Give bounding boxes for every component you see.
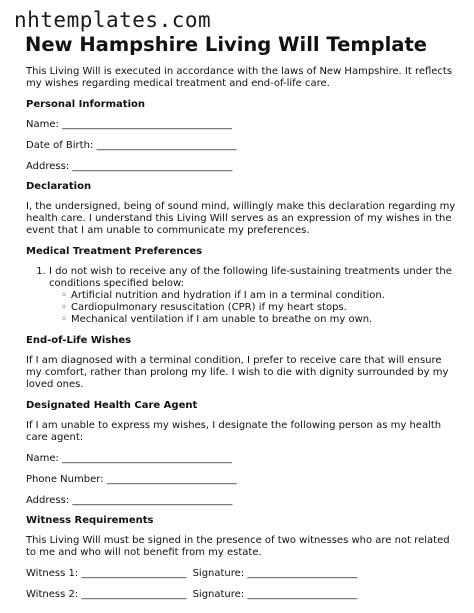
- treatment-subitem: ◦ Artificial nutrition and hydration if I am in a terminal condition.: [71, 290, 456, 302]
- agent-address-field: Address: ________________________________: [26, 495, 233, 506]
- end-of-life-paragraph: If I am diagnosed with a terminal condition, I prefer to receive care that will ensure my comfort, rather than prolong my life. I wish to die with dignity surrounded by my loved ones.: [26, 355, 449, 390]
- witness-paragraph: This Living Will must be signed in the presence of two witnesses who are not related to me and who will not benefit from my estate.: [26, 535, 450, 558]
- treatment-list-item: [49, 266, 456, 326]
- agent-phone-field: Phone Number: __________________________: [26, 474, 237, 485]
- date-of-birth-field: Date of Birth: ____________________________: [26, 140, 237, 151]
- document-body: [26, 66, 456, 610]
- health-care-agent-heading: Designated Health Care Agent: [26, 400, 198, 411]
- site-name: nhtemplates.com: [14, 8, 212, 32]
- witness-1-field: Witness 1: _____________________: [26, 568, 187, 579]
- witness-requirements-heading: Witness Requirements: [26, 515, 154, 526]
- witness-2-field: Witness 2: _____________________: [26, 589, 187, 600]
- treatment-sublist: [49, 290, 456, 326]
- treatment-subitem: ◦ Mechanical ventilation if I am unable to breathe on my own.: [71, 314, 456, 326]
- document-title: New Hampshire Living Will Template: [25, 33, 427, 56]
- personal-address-field: Address: ________________________________: [26, 161, 233, 172]
- declaration-paragraph: I, the undersigned, being of sound mind, willingly make this declaration regarding my health care. I understand this Living Will serves as an expression of my wishes in the event that I am unable to communicate my preferences.: [26, 201, 456, 236]
- medical-treatment-heading: Medical Treatment Preferences: [26, 246, 203, 257]
- treatment-list: [26, 266, 456, 326]
- treatment-subitem: ◦ Cardiopulmonary resuscitation (CPR) if my heart stops.: [71, 302, 456, 314]
- end-of-life-heading: End-of-Life Wishes: [26, 335, 132, 346]
- witness-1-row: [26, 568, 456, 580]
- health-care-agent-paragraph: If I am unable to express my wishes, I designate the following person as my health care agent:: [26, 420, 442, 443]
- treatment-item-text: I do not wish to receive any of the following life-sustaining treatments under the conditions specified below:: [49, 266, 452, 289]
- intro-paragraph: This Living Will is executed in accordance with the laws of New Hampshire. It reflects my wishes regarding medical treatment and end-of-life care.: [26, 66, 453, 89]
- signature-2-field: Signature: ______________________: [192, 589, 358, 600]
- declaration-heading: Declaration: [26, 181, 92, 192]
- agent-name-field: Name: __________________________________: [26, 453, 233, 464]
- witness-2-row: [26, 589, 456, 601]
- signature-1-field: Signature: ______________________: [192, 568, 358, 579]
- personal-name-field: Name: __________________________________: [26, 119, 233, 130]
- personal-information-heading: Personal Information: [26, 99, 145, 110]
